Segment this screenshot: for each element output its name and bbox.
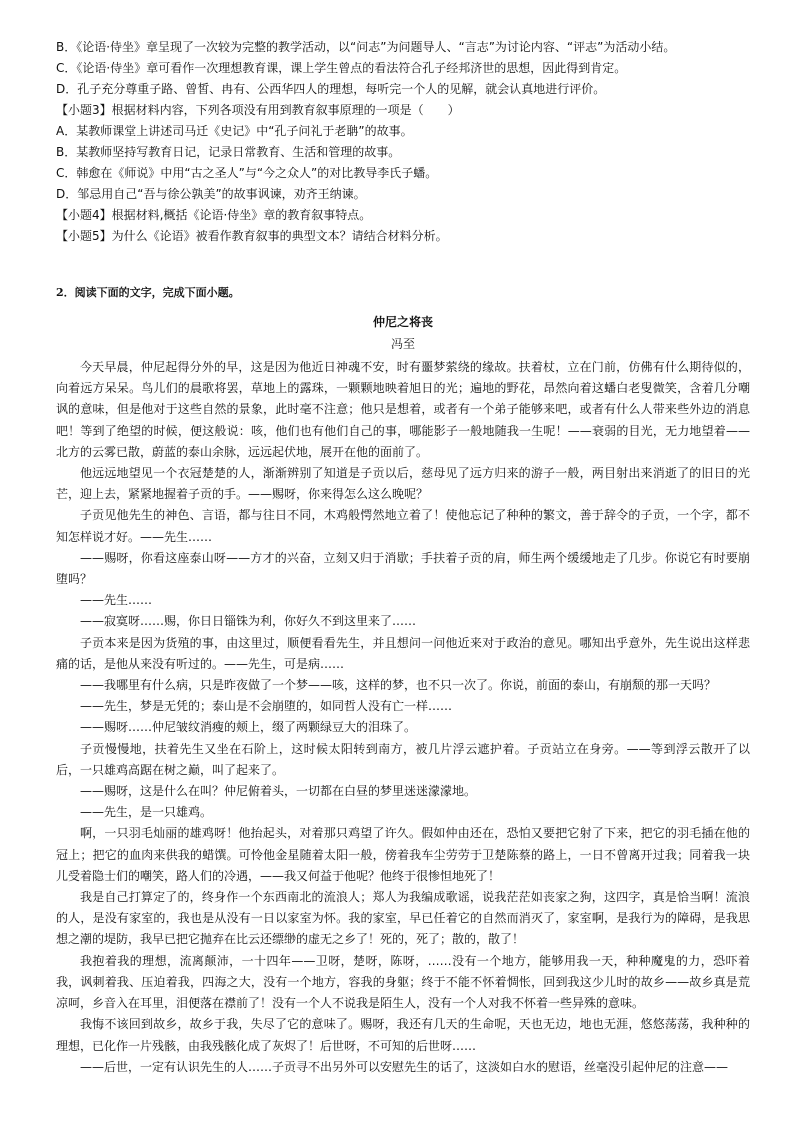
article-paragraph: 啊，一只羽毛灿丽的雄鸡呀！他抬起头，对着那只鸡望了许久。假如仲由还在，恐怕又要把它射了下来，把它的羽毛插在他的冠上；把它的血肉来供我的蜡馔。可怜他金星随着太阳一般，傍着我车尘劳劳于卫楚陈蔡的路上，一日不曾离开过我；同着我一块儿受着隐士们的嘲笑，路人们的冷遇，——我又何益于他呢？他终于很惨怛地死了！ [56,826,750,883]
option-3d: D．邹忌用自己“吾与徐公孰美”的故事讽谏，劝齐王纳谏。 [56,187,366,201]
question-2-heading: 2．阅读下面的文字，完成下面小题。 [56,286,240,299]
article-author: 冯至 [390,337,415,351]
article-title: 仲尼之将丧 [372,315,433,329]
article-body [56,357,750,1078]
article-paragraph: ——赐呀，这是什么在叫？仲尼俯着头，一切都在白昼的梦里迷迷濛濛地。 [80,784,477,799]
option-d: D．孔子充分尊重子路、曾皙、冉有、公西华四人的理想，每听完一个人的见解，就会认真地进行评价。 [56,82,606,96]
subquestion-5: 【小题5】为什么《论语》被看作教育叙事的典型文本？请结合材料分析。 [56,229,448,243]
article-paragraph: ——先生，是一只雄鸡。 [80,805,213,820]
question-options [56,37,750,247]
option-3b: B．某教师坚持写教育日记，记录日常教育、生活和管理的故事。 [56,145,401,159]
article-paragraph: 今天早晨，仲尼起得分外的早，这是因为他近日神魂不安，时有噩梦萦绕的缘故。扶着杖，立在门前，仿佛有什么期待似的，向着远方呆呆。鸟儿们的晨歌将罢，草地上的露珠，一颗颗地映着旭日的光；遍地的野花，昂然向着这蟠白老叟微笑，含着几分嘲讽的意味，但是他对于这些自然的景象，此时毫不注意；他只是想着，或者有一个弟子能够来吧，或者有什么人带来些外边的消息吧！等到了绝望的时候，便这般说：咳，他们也有他们自己的事，哪能影子一般地随我一生呢！——衰弱的目光，无力地望着——北方的云雾已散，蔚蓝的泰山余脉，远远起伏地，展开在他的面前了。 [56,360,750,459]
article-paragraph: ——后世，一定有认识先生的人……子贡寻不出另外可以安慰先生的话了，这淡如白水的慰语，丝毫没引起仲尼的注意—— [80,1059,729,1074]
subquestion-4: 【小题4】根据材料,概括《论语·侍坐》章的教育叙事特点。 [56,208,372,222]
article-paragraph: 子贡本来是因为货殖的事，由这里过，顺便看看先生，并且想问一问他近来对于政治的意见。哪知出乎意外，先生说出这样悲痛的话，是他从来没有听过的。——先生，可是病…… [56,635,750,671]
option-b: B．《论语·侍坐》章呈现了一次较为完整的教学活动，以“问志”为问题导人、“言志”为讨论内容、“评志”为活动小结。 [56,40,676,54]
article-paragraph: 我是自己打算定了的，终身作一个东西南北的流浪人；郑人为我编成歌谣，说我茫茫如丧家之狗，这四字，真是恰当啊！流浪的人，是没有家室的，我也是从没有一日以家室为怀。我的家室，早已任着它的自然而消灭了，家室啊，是我行为的障碍，是我思想之潮的堤防，我早已把它抛弃在比云还缥缈的虚无之乡了！死的，死了；散的，散了！ [56,890,750,947]
article-paragraph: ——先生…… [80,593,153,608]
option-c: C．《论语·侍坐》章可看作一次理想教育课，课上学生曾点的看法符合孔子经邦济世的思想，因此得到肯定。 [56,61,627,75]
article-paragraph: 他远远地望见一个衣冠楚楚的人，渐渐辨别了知道是子贡以后，慈母见了远方归来的游子一般，两目射出来消逝了的旧日的光芒，迎上去，紧紧地握着子贡的手。——赐呀，你来得怎么这么晚呢？ [56,466,750,502]
article-paragraph: ——赐呀，你看这座泰山呀——方才的兴奋，立刻又归于消歇；手扶着子贡的肩，师生两个缓缓地走了几步。你说它有时要崩堕吗？ [56,550,750,587]
subquestion-3: 【小题3】根据材料内容，下列各项没有用到教育叙事原理的一项是（ ） [56,103,460,117]
article-paragraph: 子贡见他先生的神色、言语，都与往日不同，木鸡般愕然地立着了！使他忘记了种种的繁文，善于辞令的子贡，一个字，都不知怎样说才好。——先生…… [56,508,750,544]
article-paragraph: 我抱着我的理想，流离颠沛，一十四年——卫呀，楚呀，陈呀，……没有一个地方，能够用我一天，种种魔鬼的力，恐吓着我，讽刺着我、压迫着我，四海之大，没有一个地方，容我的身躯；终于不能不怀着惆怅，回到我这少儿时的故乡——故乡真是荒凉呵，乡音入在耳里，泪便落在襟前了！没有一个人不说我是陌生人，没有一个人对我不怀着一些异殊的意味。 [56,953,750,1011]
article-paragraph: 子贡慢慢地，扶着先生又坐在石阶上，这时候太阳转到南方，被几片浮云遮护着。子贡站立在身旁。——等到浮云散开了以后，一只雄鸡高踞在树之巅，叫了起来了。 [56,741,750,777]
article-paragraph: 我悔不该回到故乡，故乡于我，失尽了它的意味了。赐呀，我还有几天的生命呢，天也无边，地也无涯，悠悠荡荡，我种种的理想，已化作一片残骸，由我残骸化成了灰烬了！后世呀，不可知的后世呀…… [56,1017,750,1053]
option-3c: C．韩愈在《师说》中用“古之圣人”与“今之众人”的对比教导李氏子蟠。 [56,166,438,180]
article-paragraph: ——赐呀……仲尼皱纹消瘦的颊上，缀了两颗绿豆大的泪珠了。 [80,720,417,735]
article-paragraph: ——我哪里有什么病，只是昨夜做了一个梦——咳，这样的梦，也不只一次了。你说，前面的泰山，有崩颓的那一天吗？ [80,678,717,693]
option-3a: A．某教师课堂上讲述司马迁《史记》中“孔子问礼于老聃”的故事。 [56,124,413,138]
article-paragraph: ——寂寞呀……赐，你日日锱铢为利，你好久不到这里来了…… [80,614,417,629]
article-paragraph: ——先生，梦是无凭的；泰山是不会崩堕的，如同哲人没有亡一样…… [80,699,453,714]
